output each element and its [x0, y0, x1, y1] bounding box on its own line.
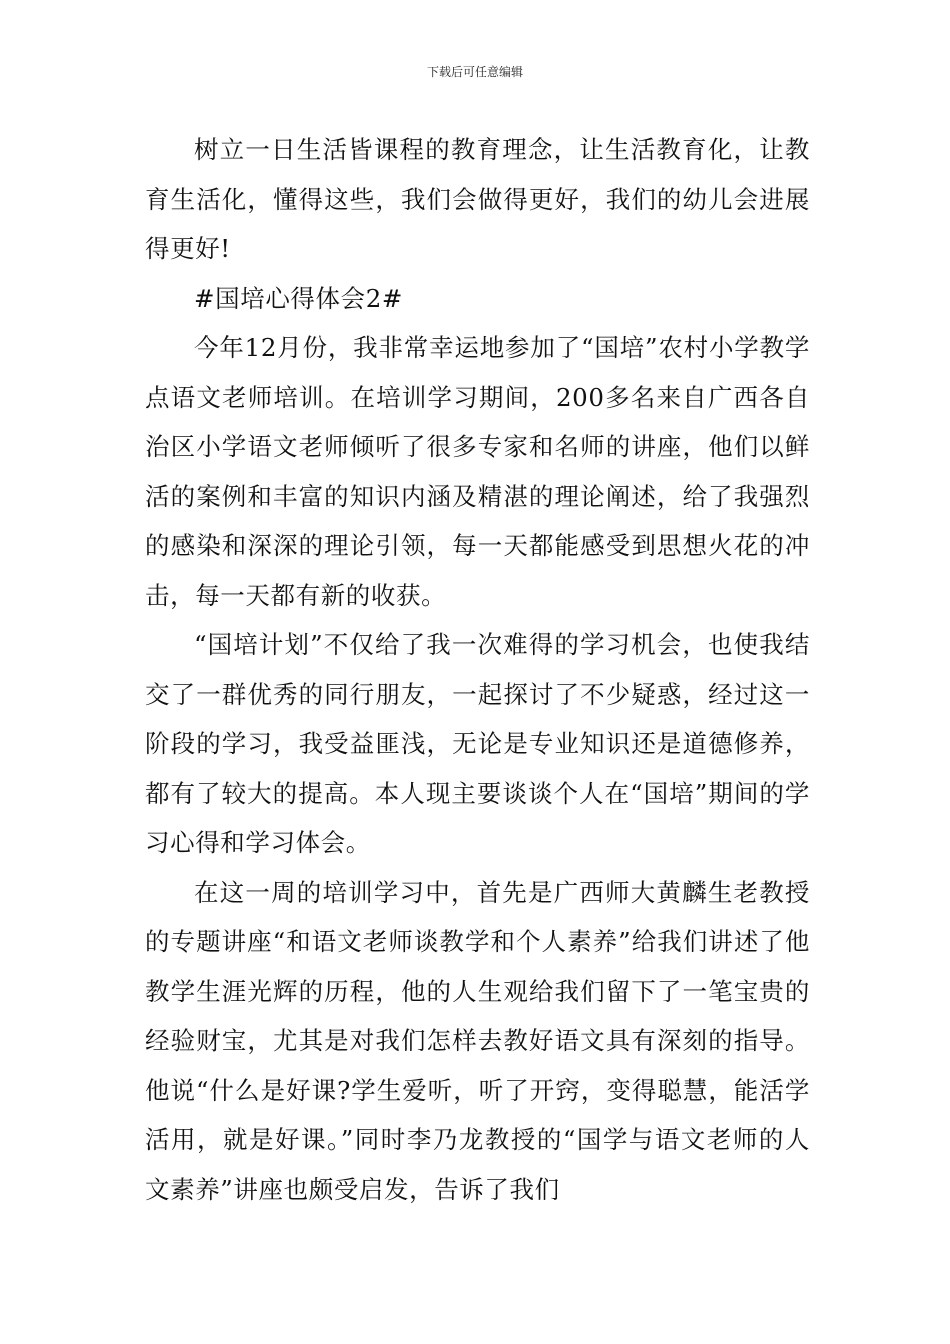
document-body — [145, 125, 810, 1214]
page-header-note: 下载后可任意编辑 — [426, 65, 523, 79]
paragraph-2: 今年12月份，我非常幸运地参加了“国培”农村小学教学点语文老师培训。在培训学习期间，200多名来自广西各自治区小学语文老师倾听了很多专家和名师的讲座，他们以鲜活的案例和丰富的知识内涵及精湛的理论阐述，给了我强烈的感染和深深的理论引领，每一天都能感受到思想火花的冲击，每一天都有新的收获。 — [145, 333, 810, 610]
paragraph-4: 在这一周的培训学习中，首先是广西师大黄麟生老教授的专题讲座“和语文老师谈教学和个人素养”给我们讲述了他教学生涯光辉的历程，他的人生观给我们留下了一笔宝贵的经验财宝，尤其是对我们怎样去教好语文具有深刻的指导。他说“什么是好课?学生爱听，听了开窍，变得聪慧，能活学活用，就是好课。”同时李乃龙教授的“国学与语文老师的人文素养”讲座也颇受启发，告诉了我们 — [145, 877, 810, 1204]
section-heading: #国培心得体会2# — [194, 283, 404, 313]
paragraph-1: 树立一日生活皆课程的教育理念，让生活教育化，让教育生活化，懂得这些，我们会做得更好，我们的幼儿会进展得更好! — [145, 135, 810, 263]
paragraph-3: “国培计划”不仅给了我一次难得的学习机会，也使我结交了一群优秀的同行朋友，一起探讨了不少疑惑，经过这一阶段的学习，我受益匪浅，无论是专业知识还是道德修养，都有了较大的提高。本人现主要谈谈个人在“国培”期间的学习心得和学习体会。 — [145, 630, 810, 857]
